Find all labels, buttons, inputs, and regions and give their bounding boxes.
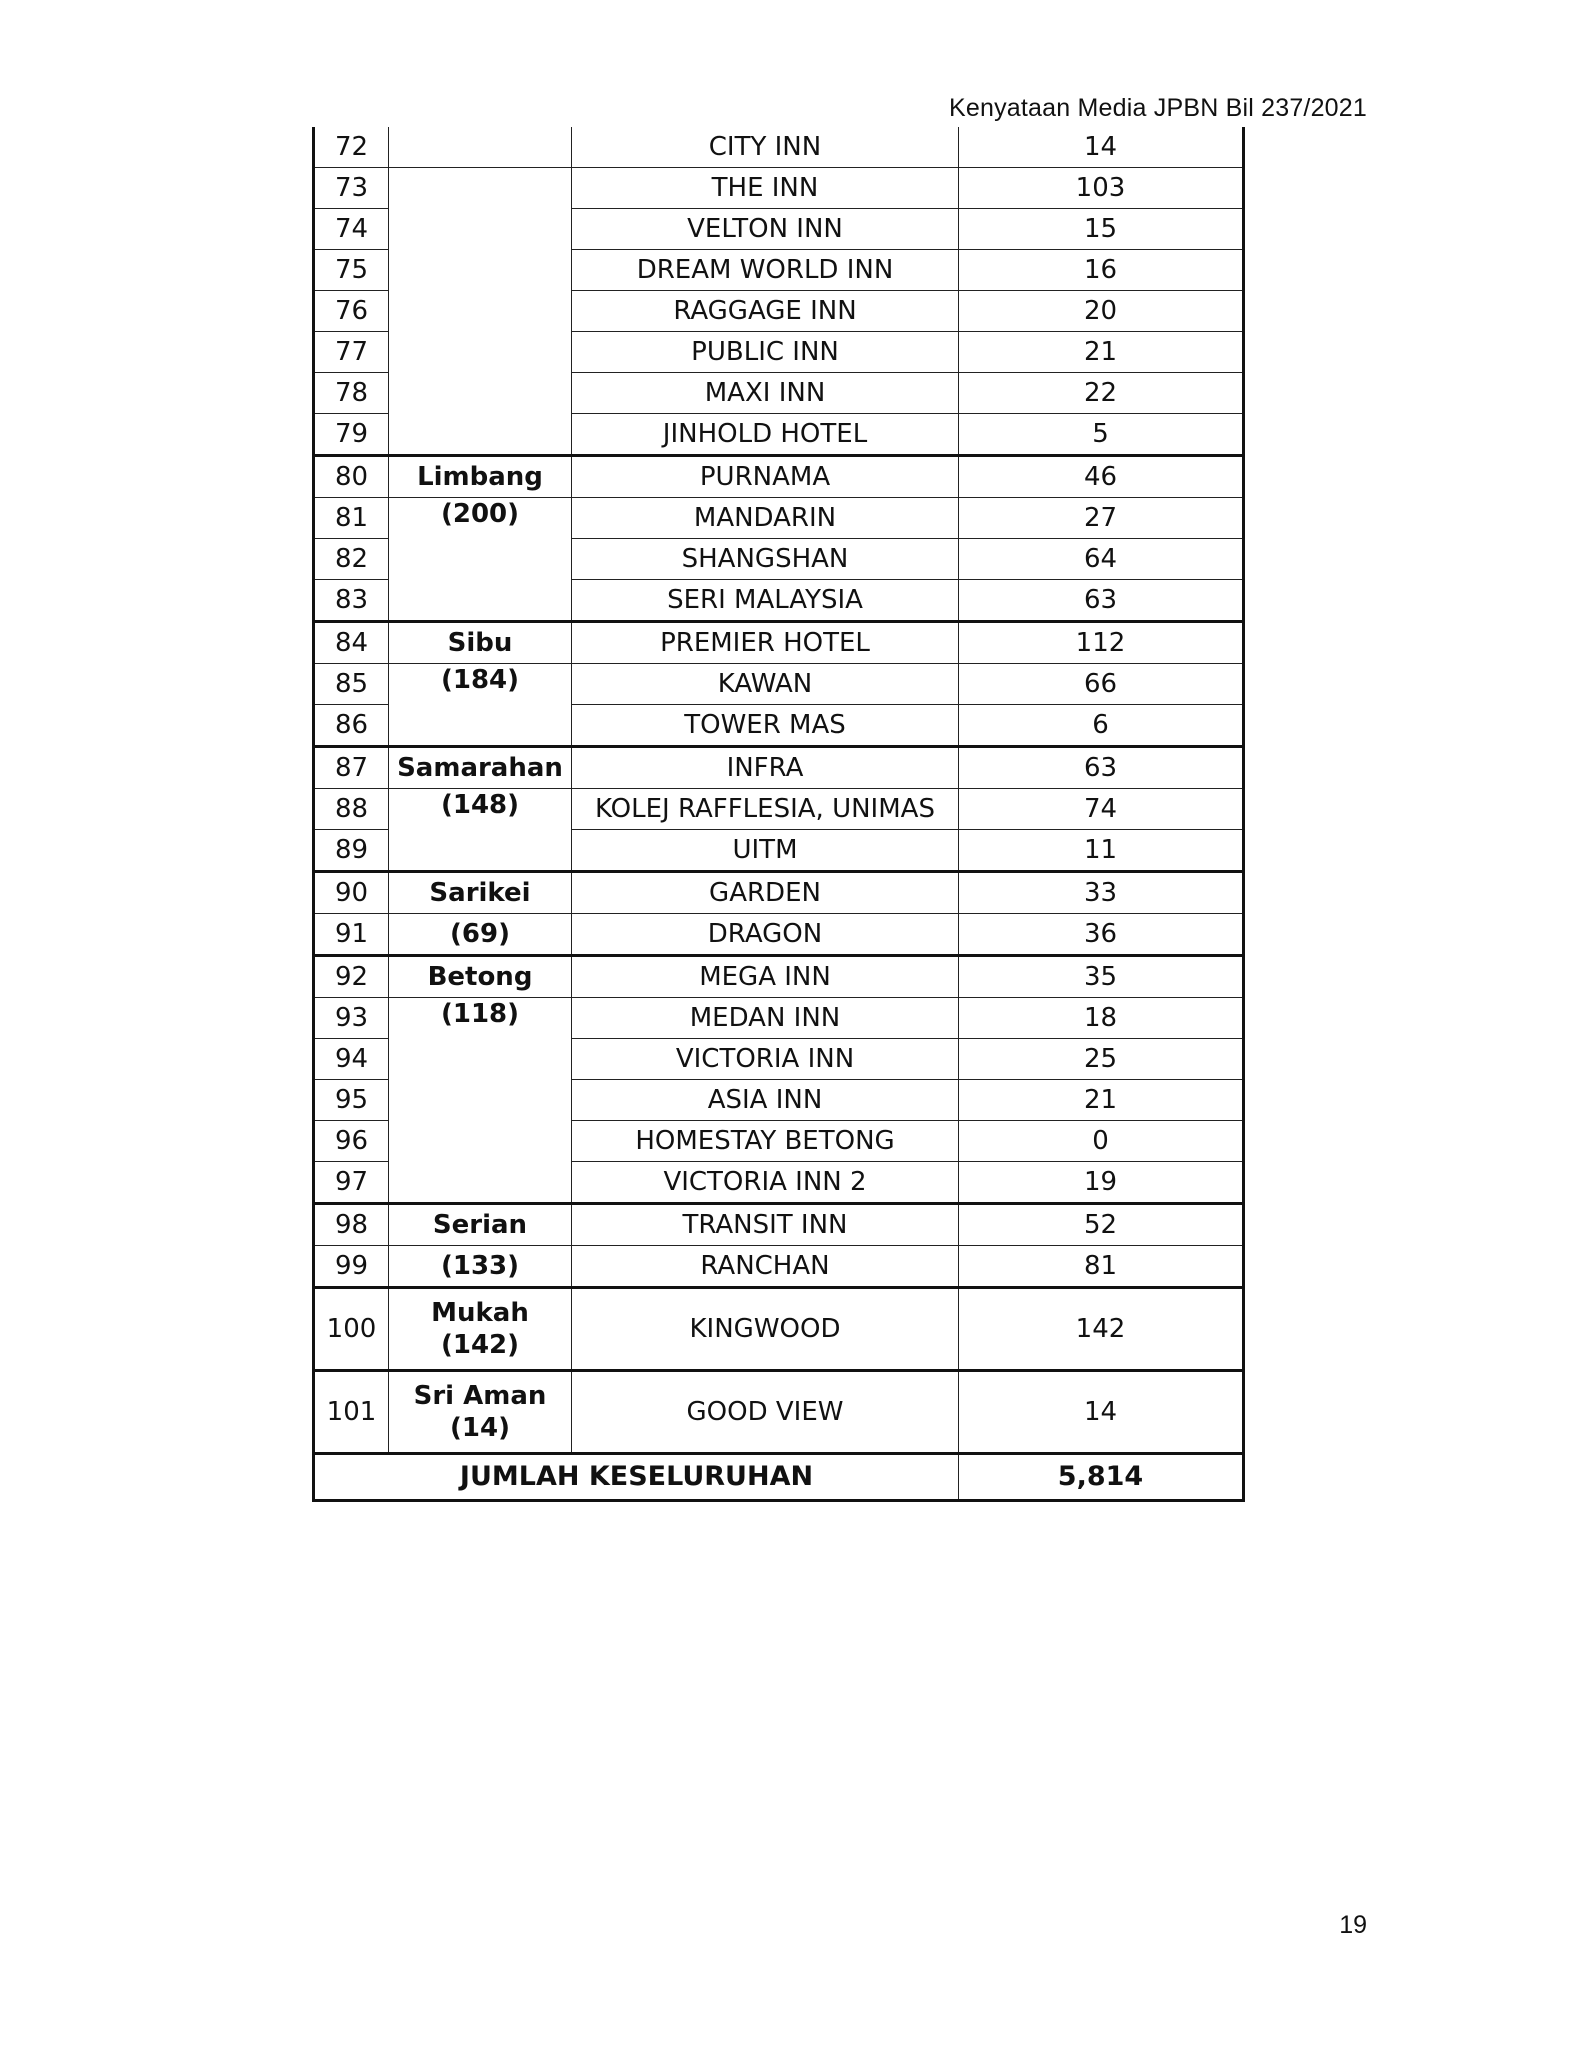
- table-row: [314, 1371, 1244, 1454]
- district-name: Sri Aman: [413, 1381, 547, 1411]
- hotel-name: KINGWOOD: [572, 1288, 959, 1371]
- hotel-count: 35: [959, 956, 1244, 998]
- row-number: 86: [314, 705, 389, 747]
- hotel-name: PREMIER HOTEL: [572, 622, 959, 664]
- district-cell-empty: [389, 127, 572, 168]
- hotel-name: UITM: [572, 830, 959, 872]
- district-cell-empty: [389, 168, 572, 456]
- table-row: [314, 168, 1244, 209]
- hotel-count: 142: [959, 1288, 1244, 1371]
- hotel-count: 21: [959, 1080, 1244, 1121]
- district-total: (69): [389, 914, 572, 956]
- page-number: 19: [1339, 1911, 1367, 1939]
- row-number: 85: [314, 664, 389, 705]
- hotel-count: 63: [959, 747, 1244, 789]
- row-number: 90: [314, 872, 389, 914]
- hotel-count: 20: [959, 291, 1244, 332]
- hotel-count: 6: [959, 705, 1244, 747]
- hotel-count: 46: [959, 456, 1244, 498]
- hotel-count: 103: [959, 168, 1244, 209]
- hotel-count: 21: [959, 332, 1244, 373]
- row-number: 76: [314, 291, 389, 332]
- hotel-name: MAXI INN: [572, 373, 959, 414]
- district-name: Serian: [389, 1204, 572, 1246]
- hotel-count: 63: [959, 580, 1244, 622]
- total-label: JUMLAH KESELURUHAN: [314, 1454, 959, 1501]
- row-number: 100: [314, 1288, 389, 1371]
- hotel-count: 22: [959, 373, 1244, 414]
- hotel-name: JINHOLD HOTEL: [572, 414, 959, 456]
- district-name: Limbang: [389, 456, 572, 498]
- row-number: 84: [314, 622, 389, 664]
- row-number: 88: [314, 789, 389, 830]
- hotel-name: PUBLIC INN: [572, 332, 959, 373]
- table-row: [314, 456, 1244, 498]
- row-number: 98: [314, 1204, 389, 1246]
- row-number: 97: [314, 1162, 389, 1204]
- hotel-name: TRANSIT INN: [572, 1204, 959, 1246]
- hotel-count: 74: [959, 789, 1244, 830]
- table-row: [314, 127, 1244, 168]
- district-total: (142): [440, 1330, 520, 1360]
- table-row: [314, 498, 1244, 539]
- hotel-name: INFRA: [572, 747, 959, 789]
- hotel-name: HOMESTAY BETONG: [572, 1121, 959, 1162]
- district-total: (133): [389, 1246, 572, 1288]
- hotel-name: VICTORIA INN: [572, 1039, 959, 1080]
- hotel-count: 19: [959, 1162, 1244, 1204]
- table-row: [314, 664, 1244, 705]
- hotel-count: 18: [959, 998, 1244, 1039]
- district-total: (148): [389, 789, 572, 872]
- district-total: (14): [450, 1413, 510, 1443]
- hotel-name: SHANGSHAN: [572, 539, 959, 580]
- hotel-name: KAWAN: [572, 664, 959, 705]
- table-row: [314, 872, 1244, 914]
- hotel-name: THE INN: [572, 168, 959, 209]
- row-number: 91: [314, 914, 389, 956]
- district-name: Sibu: [389, 622, 572, 664]
- row-number: 95: [314, 1080, 389, 1121]
- hotel-count: 64: [959, 539, 1244, 580]
- table-row: [314, 747, 1244, 789]
- row-number: 93: [314, 998, 389, 1039]
- table-row: [314, 622, 1244, 664]
- district-name: Betong: [389, 956, 572, 998]
- hotel-count: 14: [959, 127, 1244, 168]
- hotel-name: CITY INN: [572, 127, 959, 168]
- row-number: 79: [314, 414, 389, 456]
- row-number: 87: [314, 747, 389, 789]
- district-total: (118): [389, 998, 572, 1204]
- hotel-count: 66: [959, 664, 1244, 705]
- hotel-name: DREAM WORLD INN: [572, 250, 959, 291]
- district-total: (184): [389, 664, 572, 747]
- table-row: [314, 789, 1244, 830]
- hotel-name: ASIA INN: [572, 1080, 959, 1121]
- row-number: 89: [314, 830, 389, 872]
- row-number: 94: [314, 1039, 389, 1080]
- district-name: Mukah: [431, 1298, 529, 1328]
- district-total: (200): [389, 498, 572, 622]
- hotel-name: MANDARIN: [572, 498, 959, 539]
- district-cell: [389, 1288, 572, 1371]
- district-cell: [389, 1371, 572, 1454]
- table-row: [314, 1246, 1244, 1288]
- hotel-count: 25: [959, 1039, 1244, 1080]
- hotel-name: GOOD VIEW: [572, 1371, 959, 1454]
- district-name: Sarikei: [389, 872, 572, 914]
- row-number: 80: [314, 456, 389, 498]
- district-name: Samarahan: [389, 747, 572, 789]
- hotel-name: GARDEN: [572, 872, 959, 914]
- row-number: 101: [314, 1371, 389, 1454]
- hotel-count: 15: [959, 209, 1244, 250]
- hotel-name: MEGA INN: [572, 956, 959, 998]
- table-row: [314, 914, 1244, 956]
- hotel-count: 33: [959, 872, 1244, 914]
- table-row: [314, 1288, 1244, 1371]
- row-number: 81: [314, 498, 389, 539]
- row-number: 73: [314, 168, 389, 209]
- row-number: 83: [314, 580, 389, 622]
- hotel-count: 36: [959, 914, 1244, 956]
- hotel-count: 5: [959, 414, 1244, 456]
- hotel-count: 112: [959, 622, 1244, 664]
- hotel-count: 27: [959, 498, 1244, 539]
- hotel-count: 11: [959, 830, 1244, 872]
- row-number: 74: [314, 209, 389, 250]
- table-row: [314, 998, 1244, 1039]
- hotel-name: RANCHAN: [572, 1246, 959, 1288]
- hotel-name: KOLEJ RAFFLESIA, UNIMAS: [572, 789, 959, 830]
- hotel-name: TOWER MAS: [572, 705, 959, 747]
- hotel-count: 14: [959, 1371, 1244, 1454]
- row-number: 72: [314, 127, 389, 168]
- hotel-name: VELTON INN: [572, 209, 959, 250]
- hotel-name: RAGGAGE INN: [572, 291, 959, 332]
- hotel-quarantine-table: [312, 127, 1245, 1502]
- hotel-name: MEDAN INN: [572, 998, 959, 1039]
- row-number: 78: [314, 373, 389, 414]
- total-value: 5,814: [959, 1454, 1244, 1501]
- hotel-count: 81: [959, 1246, 1244, 1288]
- hotel-count: 16: [959, 250, 1244, 291]
- document-header: Kenyataan Media JPBN Bil 237/2021: [949, 94, 1367, 122]
- row-number: 82: [314, 539, 389, 580]
- row-number: 92: [314, 956, 389, 998]
- row-number: 96: [314, 1121, 389, 1162]
- hotel-name: SERI MALAYSIA: [572, 580, 959, 622]
- hotel-count: 52: [959, 1204, 1244, 1246]
- row-number: 75: [314, 250, 389, 291]
- total-row: [314, 1454, 1244, 1501]
- hotel-name: VICTORIA INN 2: [572, 1162, 959, 1204]
- hotel-count: 0: [959, 1121, 1244, 1162]
- table-row: [314, 1204, 1244, 1246]
- row-number: 99: [314, 1246, 389, 1288]
- table-row: [314, 956, 1244, 998]
- hotel-name: DRAGON: [572, 914, 959, 956]
- row-number: 77: [314, 332, 389, 373]
- hotel-name: PURNAMA: [572, 456, 959, 498]
